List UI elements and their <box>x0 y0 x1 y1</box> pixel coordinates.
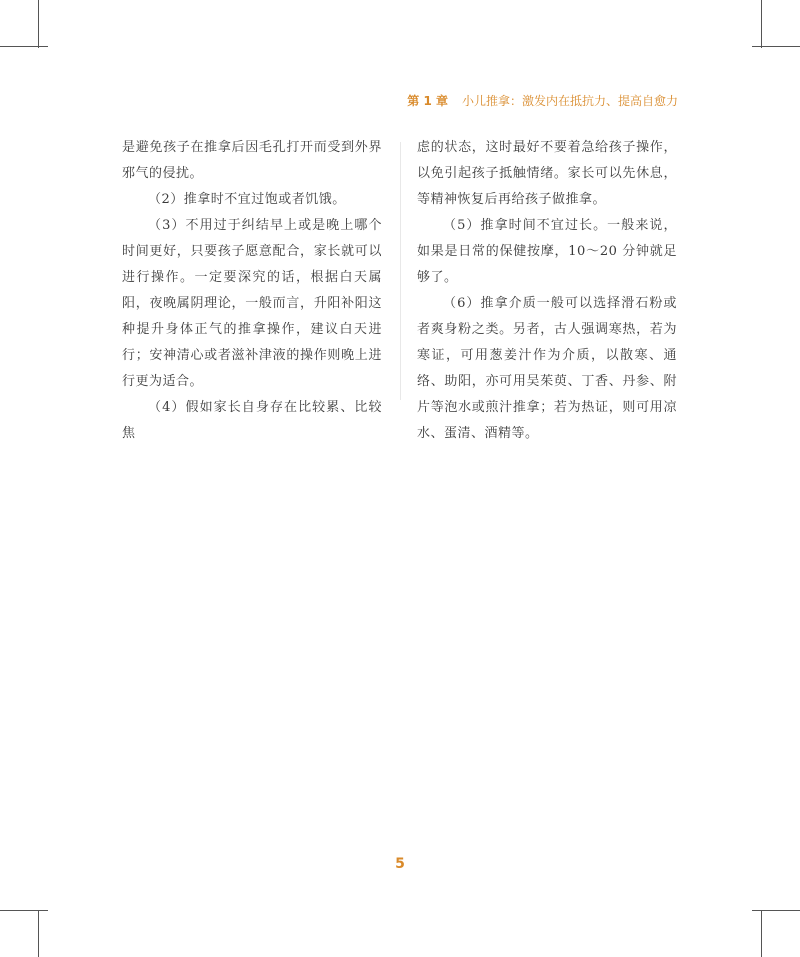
running-header <box>407 92 678 109</box>
crop-mark <box>761 910 762 957</box>
column-divider <box>400 142 401 400</box>
crop-mark <box>752 910 800 911</box>
paragraph: 是避免孩子在推拿后因毛孔打开而受到外界邪气的侵扰。 <box>122 140 382 181</box>
paragraph: （2）推拿时不宜过饱或者饥饿。 <box>148 192 346 207</box>
paragraph: （4）假如家长自身存在比较累、比较焦 <box>122 400 382 441</box>
paragraph: （3）不用过于纠结早上或是晚上哪个时间更好，只要孩子愿意配合，家长就可以进行操作。一定要深究的话，根据白天属阳，夜晚属阴理论，一般而言，升阳补阳这种提升身体正气的推拿操作，建议白天进行；安神清心或者滋补津液的操作则晚上进行更为适合。 <box>122 218 382 389</box>
paragraph: （6）推拿介质一般可以选择滑石粉或者爽身粉之类。另者，古人强调寒热，若为寒证，可用葱姜汁作为介质，以散寒、通络、助阳，亦可用吴茱萸、丁香、丹参、附片等泡水或煎汁推拿；若为热证，则可用凉水、蛋清、酒精等。 <box>417 296 677 441</box>
paragraph: 虑的状态，这时最好不要着急给孩子操作，以免引起孩子抵触情绪。家长可以先休息，等精神恢复后再给孩子做推拿。 <box>417 140 677 207</box>
chapter-label: 第 1 章 <box>407 94 448 108</box>
crop-mark <box>761 0 762 48</box>
paragraph: （5）推拿时间不宜过长。一般来说，如果是日常的保健按摩，10～20 分钟就足够了。 <box>417 218 677 285</box>
left-column <box>122 135 382 447</box>
crop-mark <box>0 910 48 911</box>
crop-mark <box>0 46 48 47</box>
page-number: 5 <box>395 856 405 872</box>
right-column <box>417 135 677 447</box>
crop-mark <box>38 910 39 957</box>
crop-mark <box>38 0 39 48</box>
chapter-title: 小儿推拿：激发内在抵抗力、提高自愈力 <box>461 94 678 108</box>
crop-mark <box>752 46 800 47</box>
